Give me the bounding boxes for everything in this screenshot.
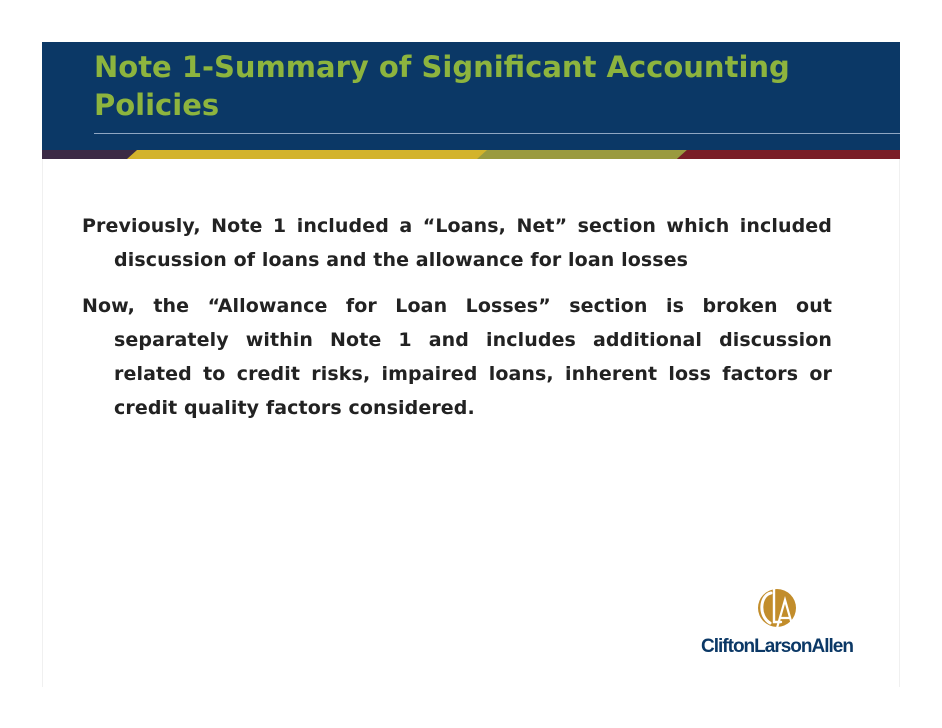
color-band: [42, 150, 900, 159]
cla-monogram-icon: [754, 582, 800, 636]
band-olive: [477, 150, 687, 159]
title-bar: [42, 42, 900, 150]
logo-wordmark: CliftonLarsonAllen: [701, 636, 853, 657]
band-yellow: [127, 150, 497, 159]
color-band-graphic: [42, 150, 900, 159]
band-maroon: [677, 150, 900, 159]
paragraph-now: Now, the “Allowance for Loan Losses” section is broken out separately within Note 1 and includes additional discussion related to credit risks, impaired loans, inherent loss factors or credit quality factors considered.: [82, 295, 832, 419]
slide-title: Note 1-Summary of Significant Accounting Policies: [94, 50, 790, 122]
paragraph-previously: Previously, Note 1 included a “Loans, Net” section which included discussion of loans and the allowance for loan losses: [82, 215, 832, 271]
clifton-larson-allen-logo: [692, 582, 862, 672]
title-underline: [94, 133, 900, 134]
slide-body: [82, 209, 832, 437]
